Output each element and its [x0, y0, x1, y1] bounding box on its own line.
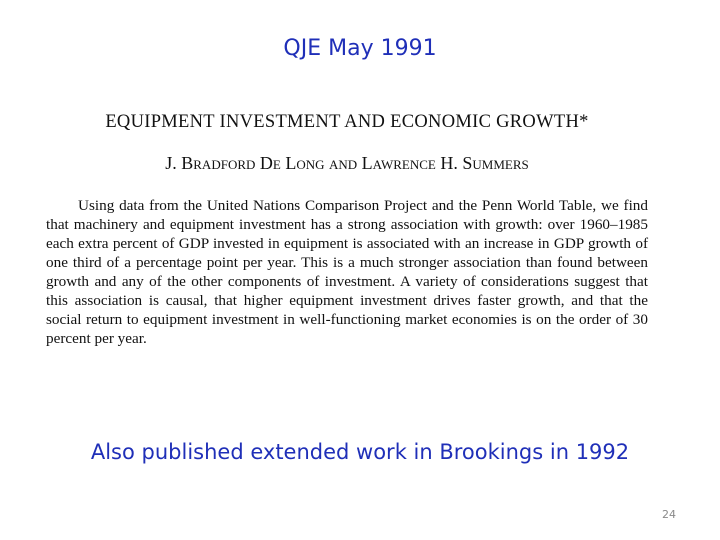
- slide-note: Also published extended work in Brookings in 1992: [90, 440, 630, 464]
- paper-abstract: Using data from the United Nations Comparison Project and the Penn World Table, we find that machinery and equipment investment has a strong association with growth: over 1960–1985 each extra percent of GDP invested in equipment is associated with an increase in GDP growth of one third of a percentage point per year. This is a much stronger association than found between growth and any of the other components of investment. A variety of considerations suggest that this association is causal, that higher equipment investment drives faster growth, and that the social return to equipment investment in well-functioning market economies is on the order of 30 percent per year.: [46, 197, 648, 347]
- paper-title: EQUIPMENT INVESTMENT AND ECONOMIC GROWTH*: [105, 112, 589, 132]
- paper-excerpt: [46, 112, 648, 348]
- paper-authors: J. Bradford De Long and Lawrence H. Summers: [165, 153, 529, 173]
- page-number: 24: [662, 508, 676, 521]
- slide-title: QJE May 1991: [283, 36, 437, 61]
